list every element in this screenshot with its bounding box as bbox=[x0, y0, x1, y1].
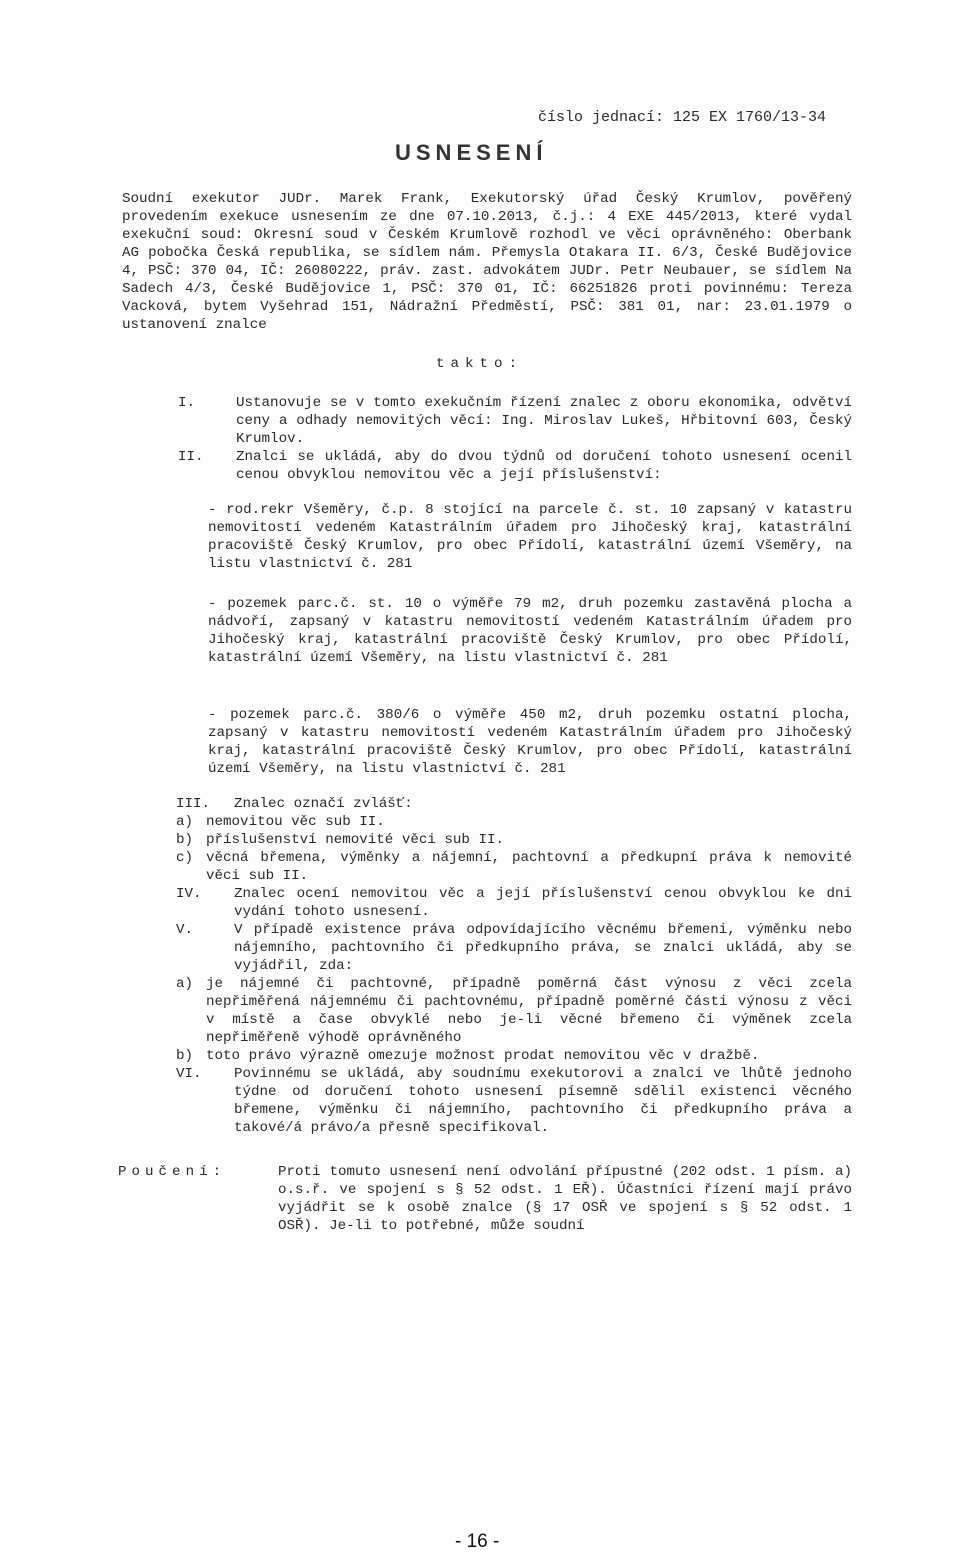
item-number: IV. bbox=[176, 886, 202, 902]
item-number: II. bbox=[178, 449, 204, 465]
item-text: toto právo výrazně omezuje možnost prodat nemovitou věc v dražbě. bbox=[206, 1048, 760, 1064]
sub-item-b bbox=[176, 831, 852, 849]
section-item-vi bbox=[176, 1065, 852, 1137]
page-number: - 16 - bbox=[455, 1531, 500, 1552]
item-number: V. bbox=[176, 922, 194, 938]
item-text: Znalci se ukládá, aby do dvou týdnů od doručení tohoto usnesení ocenil cenou obvyklou nemovitou věc a její příslušenství: bbox=[236, 449, 852, 483]
pouceni-text: Proti tomuto usnesení není odvolání přípustné (202 odst. 1 písm. a) o.s.ř. ve spojení s § 52 odst. 1 EŘ). Účastníci řízení mají právo vyjádřit se k osobě znalce (§ 17 OSŘ ve spojení s § 52 odst. 1 OSŘ). Je-li to potřebné, může soudní bbox=[278, 1164, 852, 1234]
property-item: - pozemek parc.č. st. 10 o výměře 79 m2, druh pozemku zastavěná plocha a nádvoří, zapsaný v katastru nemovitostí vedeném Katastrálním úřadem pro Jihočeský kraj, katastrální pracoviště Český Krumlov, pro obec Přídolí, katastrální území Všeměry, na listu vlastnictví č. 281 bbox=[208, 596, 852, 666]
section-item-i bbox=[178, 394, 852, 448]
pouceni-label: Poučení: bbox=[118, 1164, 227, 1180]
section-item-ii bbox=[178, 448, 852, 484]
document-title: USNESENÍ bbox=[395, 140, 548, 165]
section-item-v bbox=[176, 921, 852, 975]
item-text: Povinnému se ukládá, aby soudnímu exekutorovi a znalci ve lhůtě jednoho týdne od doručení tohoto usnesení písemně sdělil existenci věcného břemene, výměnku či nájemního, pachtovního či předkupního práva a takové/á právo/a přesně specifikoval. bbox=[234, 1066, 852, 1136]
sub-item-b bbox=[176, 1047, 852, 1065]
section-item-iv bbox=[176, 885, 852, 921]
sub-item-a bbox=[176, 975, 852, 1047]
item-number: VI. bbox=[176, 1066, 202, 1082]
sub-item-c bbox=[176, 849, 852, 885]
item-text: příslušenství nemovité věci sub II. bbox=[206, 832, 504, 848]
item-number: III. bbox=[176, 796, 211, 812]
item-text: je nájemné či pachtovné, případně poměrná část výnosu z věci zcela nepřiměřená nájemnému či pachtovnému, případně poměrné části výnosu z věci v místě a čase obvyklé nebo je-li věcné břemeno či výměnek zcela nepřiměřeně výhodě oprávněného bbox=[206, 976, 852, 1046]
takto-heading: takto: bbox=[436, 356, 524, 372]
item-letter: a) bbox=[176, 814, 194, 830]
reference-number: číslo jednací: 125 EX 1760/13-34 bbox=[538, 109, 827, 126]
item-letter: a) bbox=[176, 976, 194, 992]
item-text: Znalec ocení nemovitou věc a její příslušenství cenou obvyklou ke dni vydání tohoto usnesení. bbox=[234, 886, 852, 920]
item-letter: b) bbox=[176, 1048, 194, 1064]
property-item: - rod.rekr Všeměry, č.p. 8 stojící na parcele č. st. 10 zapsaný v katastru nemovitostí vedeném Katastrálním úřadem pro Jihočeský kraj, katastrální pracoviště Český Krumlov, pro obec Přídolí, katastrální území Všeměry, na listu vlastnictví č. 281 bbox=[208, 502, 852, 572]
section-item-iii bbox=[176, 795, 852, 813]
property-item: - pozemek parc.č. 380/6 o výměře 450 m2, druh pozemku ostatní plocha, zapsaný v katastru nemovitostí vedeném Katastrálním úřadem pro Jihočeský kraj, katastrální pracoviště Český Krumlov, pro obec Přídolí, katastrální území Všeměry, na listu vlastnictví č. 281 bbox=[208, 707, 852, 777]
item-letter: b) bbox=[176, 832, 194, 848]
item-letter: c) bbox=[176, 850, 194, 866]
intro-paragraph: Soudní exekutor JUDr. Marek Frank, Exekutorský úřad Český Krumlov, pověřený provedením exekuce usnesením ze dne 07.10.2013, č.j.: 4 EXE 445/2013, které vydal exekuční soud: Okresní soud v Českém Krumlově rozhodl ve věci oprávněného: Oberbank AG pobočka Česká republika, se sídlem nám. Přemysla Otakara II. 6/3, České Budějovice 4, PSČ: 370 04, IČ: 26080222, práv. zast. advokátem JUDr. Petr Neubauer, se sídlem Na Sadech 4/3, České Budějovice 1, PSČ: 370 01, IČ: 66251826 proti povinnému: Tereza Vacková, bytem Vyšehrad 151, Nádražní Předměstí, PSČ: 381 01, nar: 23.01.1979 o ustanovení znalce bbox=[122, 191, 852, 333]
item-number: I. bbox=[178, 395, 196, 411]
item-text: věcná břemena, výměnky a nájemní, pachtovní a předkupní práva k nemovité věci sub II. bbox=[206, 850, 852, 884]
section-3-6 bbox=[176, 795, 852, 1137]
item-text: Ustanovuje se v tomto exekučním řízení znalec z oboru ekonomika, odvětví ceny a odhady nemovitých věcí: Ing. Miroslav Lukeš, Hřbitovní 603, Český Krumlov. bbox=[236, 395, 852, 447]
item-text: nemovitou věc sub II. bbox=[206, 814, 385, 830]
item-text: Znalec označí zvlášť: bbox=[234, 796, 413, 812]
item-text: V případě existence práva odpovídajícího věcnému břemeni, výměnku nebo nájemního, pachtovního či předkupního práva, se znalci ukládá, aby se vyjádřil, zda: bbox=[234, 922, 852, 974]
sub-item-a bbox=[176, 813, 852, 831]
section-1 bbox=[178, 394, 852, 484]
